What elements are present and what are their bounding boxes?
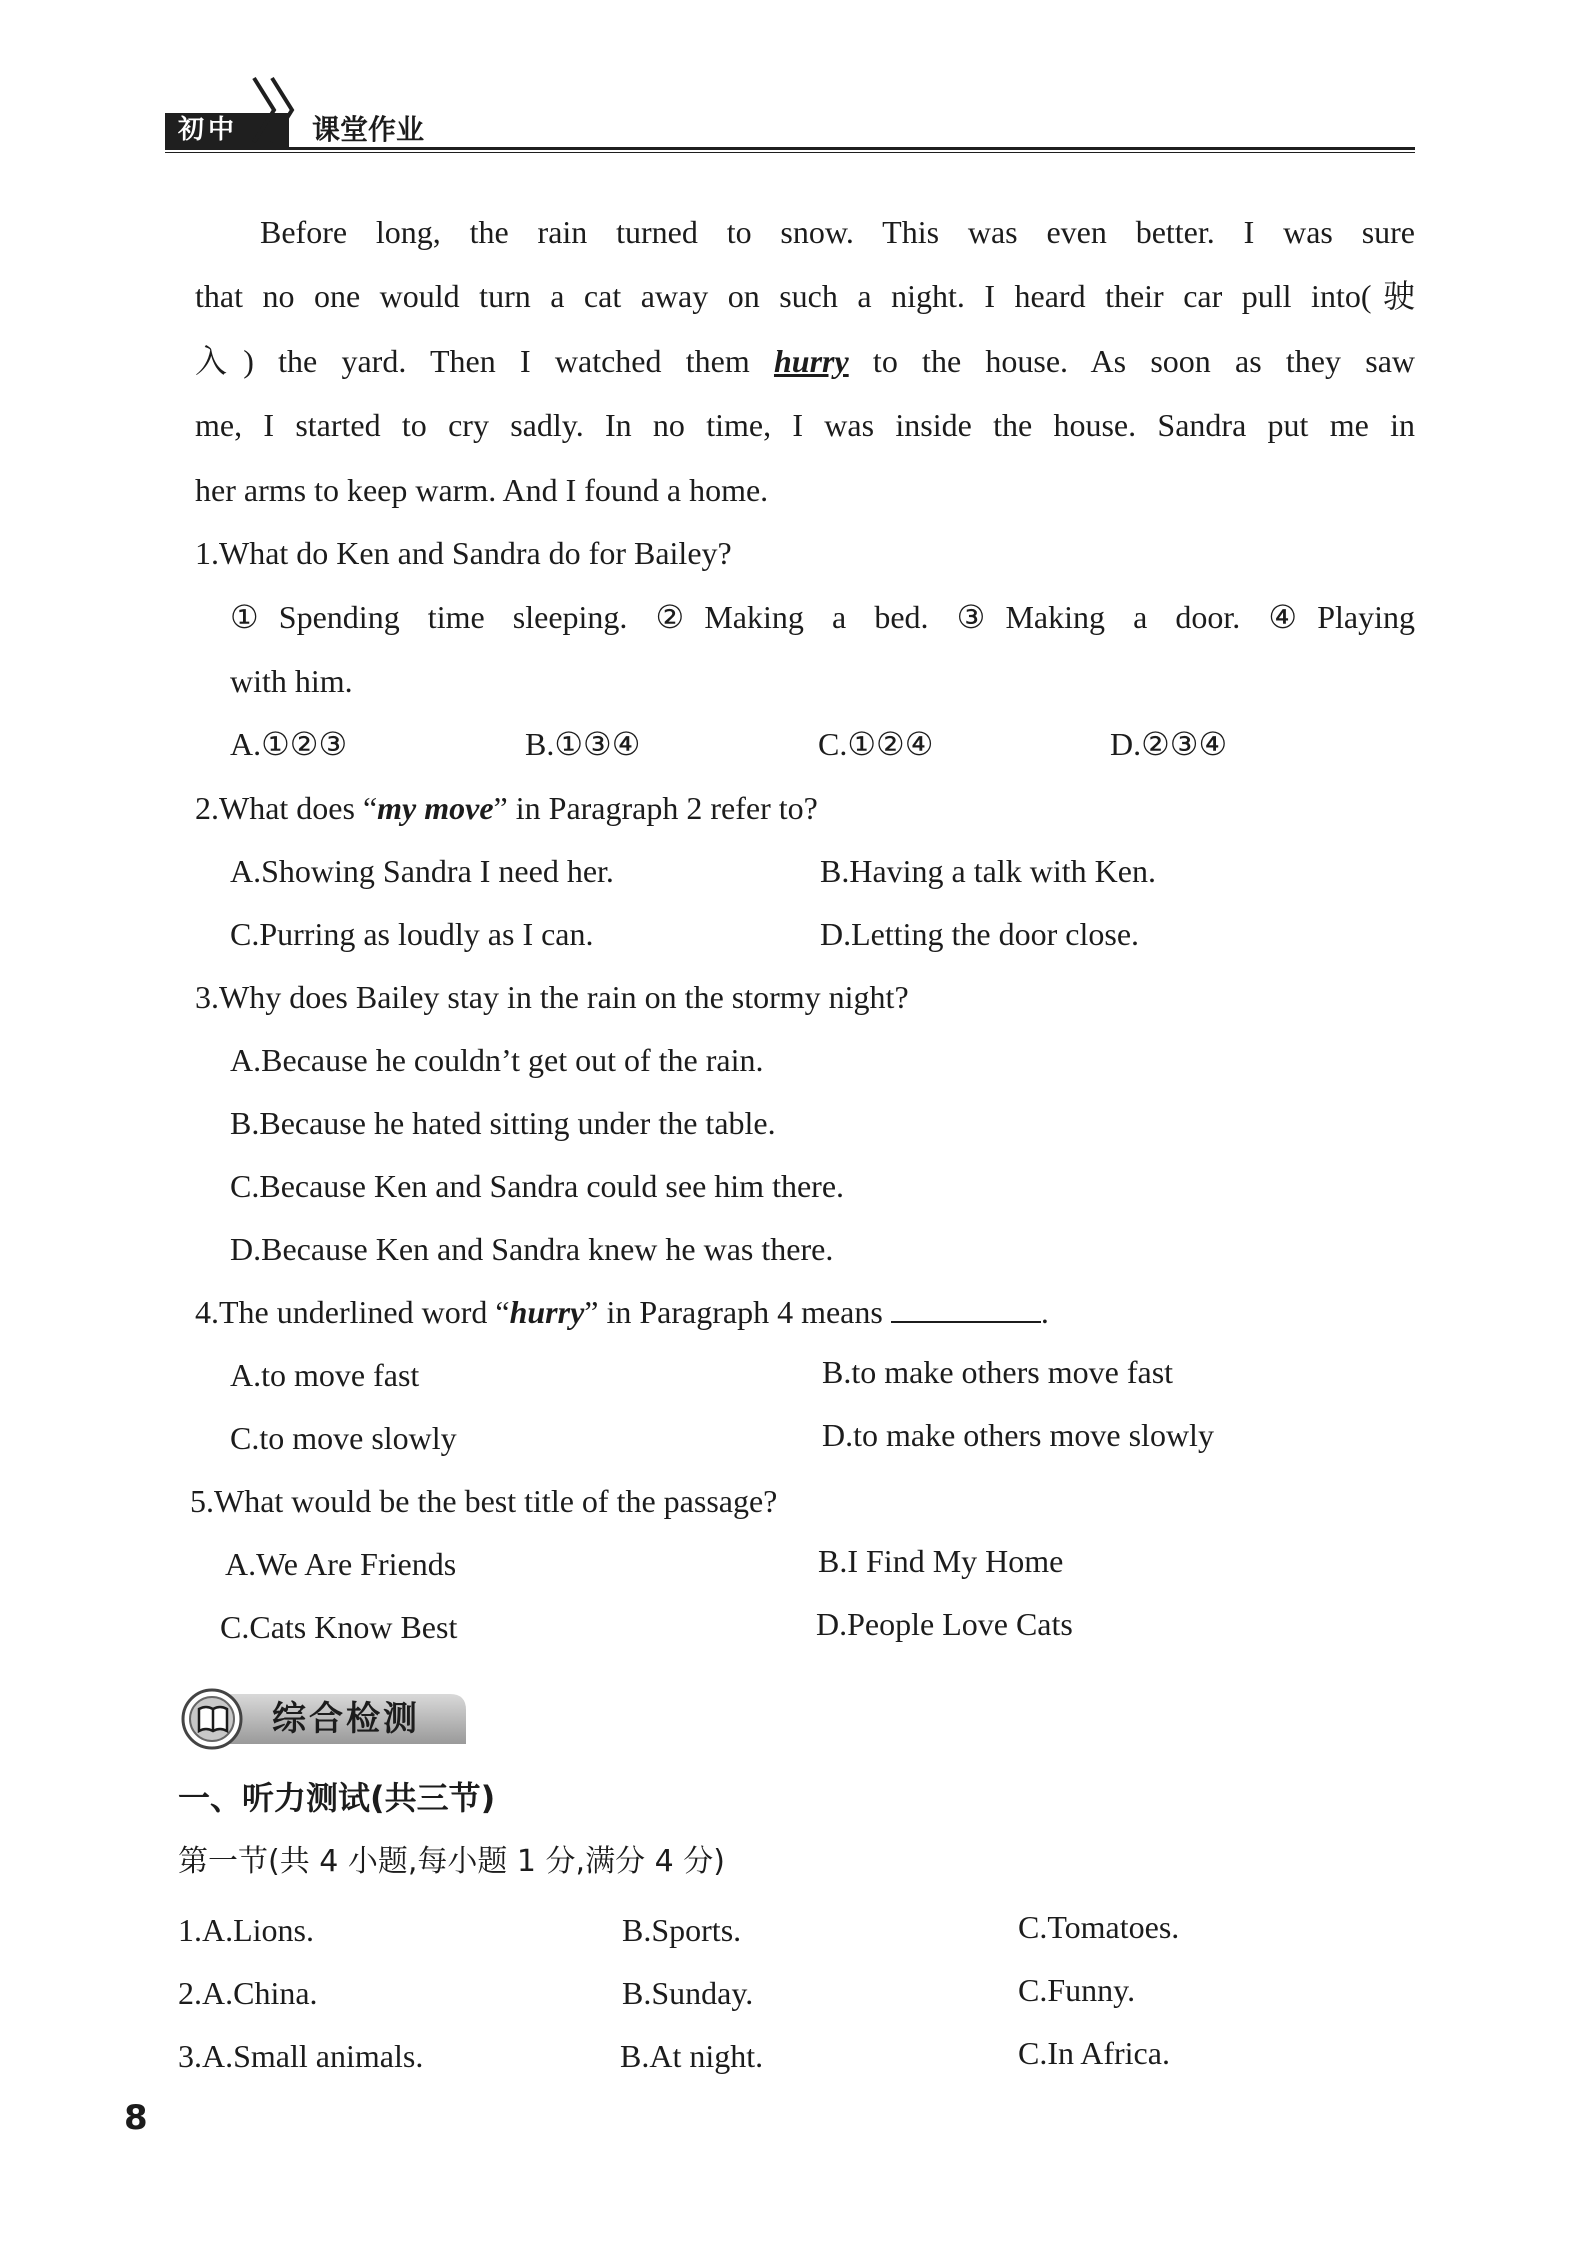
question-3-option-a: A.Because he couldn’t get out of the rain.	[230, 1042, 764, 1078]
listening-1-option-a: 1.A.Lions.	[178, 1912, 314, 1948]
question-2-option-c: C.Purring as loudly as I can.	[230, 916, 594, 952]
listening-3-option-b: B.At night.	[620, 2038, 764, 2074]
question-2-stem	[195, 788, 818, 828]
question-5-stem: 5.What would be the best title of the passage?	[190, 1483, 778, 1519]
question-2-option-d: D.Letting the door close.	[820, 916, 1140, 952]
listening-2-option-b: B.Sunday.	[622, 1975, 754, 2011]
part-title: 一、听力测试(共三节)	[178, 1779, 496, 1817]
question-4-option-a: A.to move fast	[230, 1357, 420, 1393]
question-1-option-b: B.①③④	[525, 726, 641, 762]
question-4-option-d: D.to make others move slowly	[822, 1417, 1214, 1453]
book-icon	[196, 1703, 230, 1735]
question-4-option-c: C.to move slowly	[230, 1420, 457, 1456]
question-1-option-a: A.①②③	[230, 726, 348, 762]
question-2-stem-before: 2.What does “	[195, 790, 378, 826]
question-4-stem-before: 4.The underlined word “	[195, 1294, 510, 1330]
question-1-statements-cont: with him.	[230, 663, 353, 699]
question-5-option-b: B.I Find My Home	[818, 1543, 1064, 1579]
header-rule-thin	[165, 152, 1415, 153]
question-4-option-b: B.to make others move fast	[822, 1354, 1174, 1390]
listening-1-option-b: B.Sports.	[622, 1912, 742, 1948]
passage-line-2: that no one would turn a cat away on such a night. I heard their car pull into(驶	[195, 278, 1415, 314]
question-1-option-d: D.②③④	[1110, 726, 1228, 762]
question-3-option-d: D.Because Ken and Sandra knew he was there.	[230, 1231, 834, 1267]
passage-line-5: her arms to keep warm. And I found a home.	[195, 472, 769, 508]
question-5-option-c: C.Cats Know Best	[220, 1609, 458, 1645]
question-4-stem	[195, 1292, 1049, 1332]
subsection-title: 第一节(共 4 小题,每小题 1 分,满分 4 分)	[178, 1844, 725, 1879]
section-banner-label: 综合检测	[272, 1699, 420, 1739]
listening-2-option-a: 2.A.China.	[178, 1975, 318, 2011]
passage-line-3-head: 入) the yard. Then I watched them	[195, 343, 750, 379]
passage-line-3-tail: to the house. As soon as they saw	[872, 343, 1416, 379]
question-1-statements: ①Spending time sleeping. ②Making a bed. ③Making a door. ④Playing	[230, 599, 1415, 635]
question-3-stem: 3.Why does Bailey stay in the rain on the stormy night?	[195, 979, 909, 1015]
passage-line-1: Before long, the rain turned to snow. This was even better. I was sure	[260, 214, 1415, 250]
header-tab-label: 初中	[178, 115, 239, 145]
question-5-option-a: A.We Are Friends	[225, 1546, 457, 1582]
question-4-stem-end: .	[1040, 1294, 1049, 1330]
question-2-option-b: B.Having a talk with Ken.	[820, 853, 1156, 889]
passage-line-3	[195, 341, 1415, 381]
question-4-stem-after: ” in Paragraph 4 means	[584, 1294, 883, 1330]
listening-3-option-c: C.In Africa.	[1018, 2035, 1170, 2071]
question-3-option-c: C.Because Ken and Sandra could see him there.	[230, 1168, 845, 1204]
header-rule	[165, 147, 1415, 150]
question-2-stem-after: ” in Paragraph 2 refer to?	[493, 790, 818, 826]
question-1-option-c: C.①②④	[818, 726, 934, 762]
answer-blank	[891, 1295, 1041, 1323]
header-title: 课堂作业	[312, 113, 425, 146]
question-2-option-a: A.Showing Sandra I need her.	[230, 853, 614, 889]
listening-3-option-a: 3.A.Small animals.	[178, 2038, 424, 2074]
question-1-stem: 1.What do Ken and Sandra do for Bailey?	[195, 535, 732, 571]
question-4-stem-quote: hurry	[509, 1294, 585, 1330]
question-2-stem-quote: my move	[377, 790, 494, 826]
question-3-option-b: B.Because he hated sitting under the table.	[230, 1105, 776, 1141]
double-chevron-icon	[250, 72, 306, 148]
listening-1-option-c: C.Tomatoes.	[1018, 1909, 1180, 1945]
listening-2-option-c: C.Funny.	[1018, 1972, 1136, 2008]
question-5-option-d: D.People Love Cats	[816, 1606, 1073, 1642]
passage-line-4: me, I started to cry sadly. In no time, I was inside the house. Sandra put me in	[195, 407, 1415, 443]
underlined-word: hurry	[773, 343, 849, 379]
page-number: 8	[124, 2098, 148, 2138]
